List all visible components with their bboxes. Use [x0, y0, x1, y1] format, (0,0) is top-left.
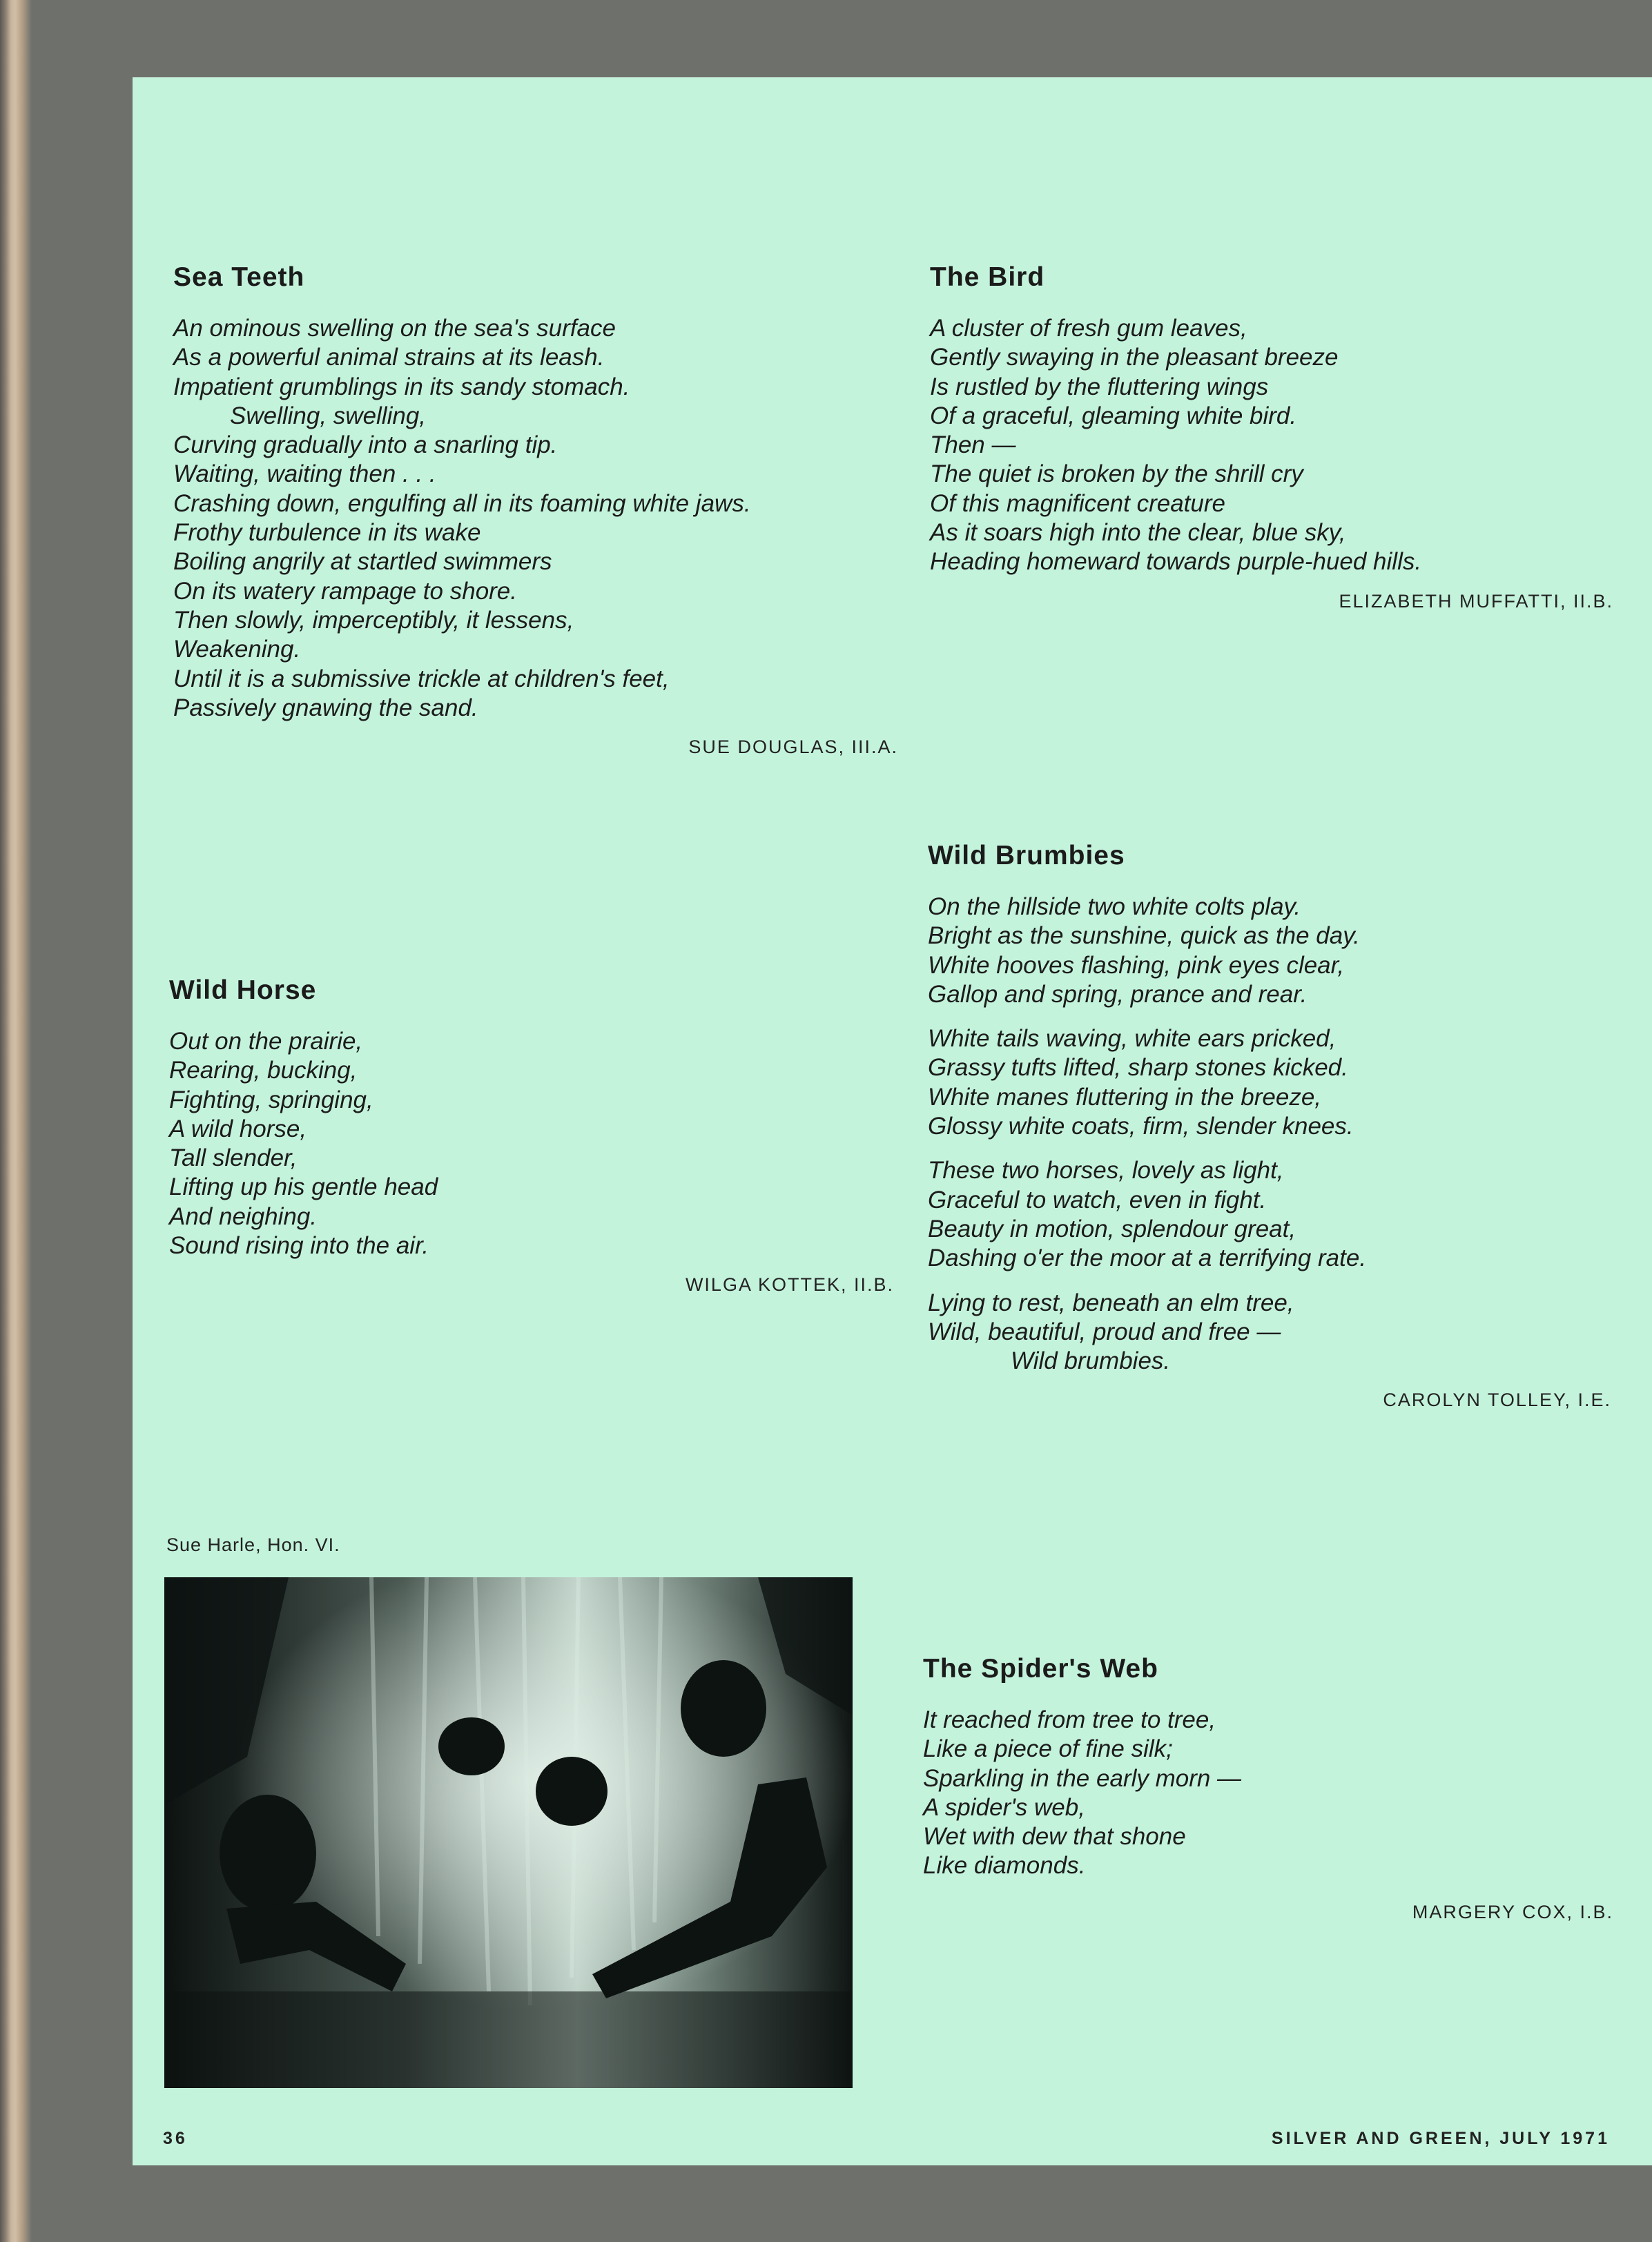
poem-line: A spider's web,	[923, 1793, 1085, 1821]
poem-author: SUE DOUGLAS, III.A.	[688, 737, 898, 758]
poem-line: Swelling, swelling,	[230, 402, 427, 429]
poem-line: White tails waving, white ears pricked,	[928, 1025, 1337, 1053]
poem-sea-teeth	[173, 262, 898, 758]
poem-line: White manes fluttering in the breeze,	[928, 1083, 1322, 1111]
poem-line: Of a graceful, gleaming white bird.	[930, 402, 1297, 429]
poem-stanza	[928, 893, 1611, 1009]
poem-title: Wild Brumbies	[928, 841, 1125, 870]
poem-line: Like a piece of fine silk;	[923, 1735, 1173, 1763]
magazine-page	[133, 77, 1652, 2165]
poem-line: Weakening.	[173, 636, 301, 663]
poem-line: Boiling angrily at startled swimmers	[173, 548, 552, 576]
poem-spiders-web	[923, 1653, 1613, 1923]
poem-line: Sparkling in the early morn —	[923, 1764, 1242, 1792]
poem-line: Rearing, bucking,	[169, 1057, 358, 1084]
poem-author: ELIZABETH MUFFATTI, II.B.	[1339, 590, 1613, 612]
poem-line: Lying to rest, beneath an elm tree,	[928, 1289, 1294, 1316]
poem-line: Like diamonds.	[923, 1852, 1086, 1880]
poem-line: A wild horse,	[169, 1115, 307, 1142]
poem-line: Wild, beautiful, proud and free —	[928, 1318, 1281, 1345]
poem-line: Is rustled by the fluttering wings	[930, 373, 1269, 400]
poem-line: On the hillside two white colts play.	[928, 893, 1301, 920]
poem-line: Dashing o'er the moor at a terrifying rate.	[928, 1245, 1367, 1272]
publication-footer: SILVER AND GREEN, JULY 1971	[1271, 2129, 1610, 2148]
poem-line: A cluster of fresh gum leaves,	[930, 315, 1247, 342]
poem-the-bird	[930, 262, 1613, 612]
poem-line: It reached from tree to tree,	[923, 1706, 1216, 1733]
poem-line: Lifting up his gentle head	[169, 1173, 438, 1201]
poem-title: Wild Horse	[169, 975, 317, 1005]
poem-author: MARGERY COX, I.B.	[1412, 1901, 1613, 1922]
poem-line: Passively gnawing the sand.	[173, 694, 478, 721]
poem-line: Frothy turbulence in its wake	[173, 519, 481, 547]
poem-line: And neighing.	[169, 1202, 318, 1230]
poem-stanza	[928, 1156, 1611, 1273]
poem-line: Then —	[930, 431, 1016, 459]
poem-line: As a powerful animal strains at its leash.	[173, 344, 605, 371]
poem-line: As it soars high into the clear, blue sky,	[930, 519, 1346, 547]
poem-line: Heading homeward towards purple-hued hills.	[930, 548, 1422, 576]
book-spine-edge	[0, 0, 32, 2242]
poem-wild-horse	[169, 975, 894, 1296]
poem-line: Grassy tufts lifted, sharp stones kicked.	[928, 1054, 1348, 1082]
poem-author: WILGA KOTTEK, II.B.	[685, 1274, 894, 1296]
abstract-painting-image	[164, 1577, 853, 2088]
poem-line: Gallop and spring, prance and rear.	[928, 980, 1308, 1008]
poem-line: Waiting, waiting then . . .	[173, 460, 436, 488]
poem-line: Bright as the sunshine, quick as the day.	[928, 922, 1360, 950]
poem-line: On its watery rampage to shore.	[173, 577, 517, 605]
artwork-caption: Sue Harle, Hon. VI.	[166, 1534, 340, 1555]
poem-line: These two horses, lovely as light,	[928, 1157, 1284, 1185]
poem-line: An ominous swelling on the sea's surface	[173, 315, 616, 342]
poem-line: Crashing down, engulfing all in its foaming white jaws.	[173, 489, 751, 517]
poem-line: Beauty in motion, splendour great,	[928, 1215, 1296, 1242]
poem-wild-brumbies	[928, 840, 1611, 1411]
poem-line: Until it is a submissive trickle at children's feet,	[173, 665, 670, 692]
poem-title: The Spider's Web	[923, 1654, 1158, 1684]
page-number: 36	[163, 2129, 188, 2148]
poem-author: CAROLYN TOLLEY, I.E.	[1383, 1390, 1611, 1411]
poem-line: Wet with dew that shone	[923, 1823, 1186, 1851]
poem-stanza	[928, 1024, 1611, 1141]
poem-title: The Bird	[930, 262, 1045, 292]
poem-line: Gently swaying in the pleasant breeze	[930, 344, 1339, 371]
poem-line: Impatient grumblings in its sandy stomach.	[173, 373, 630, 400]
poem-line: Fighting, springing,	[169, 1086, 373, 1113]
poem-line: Sound rising into the air.	[169, 1232, 429, 1260]
poem-line: Wild brumbies.	[1011, 1347, 1171, 1375]
poem-line: White hooves flashing, pink eyes clear,	[928, 951, 1345, 979]
poem-line: Glossy white coats, firm, slender knees.	[928, 1113, 1354, 1140]
poem-stanza	[928, 1289, 1611, 1376]
poem-line: Out on the prairie,	[169, 1028, 363, 1055]
poem-title: Sea Teeth	[173, 262, 305, 292]
poem-line: The quiet is broken by the shrill cry	[930, 460, 1303, 488]
poem-line: Curving gradually into a snarling tip.	[173, 431, 558, 459]
poem-line: Then slowly, imperceptibly, it lessens,	[173, 606, 574, 634]
poem-line: Tall slender,	[169, 1144, 298, 1172]
poem-line: Graceful to watch, even in fight.	[928, 1186, 1267, 1213]
poem-line: Of this magnificent creature	[930, 489, 1225, 517]
